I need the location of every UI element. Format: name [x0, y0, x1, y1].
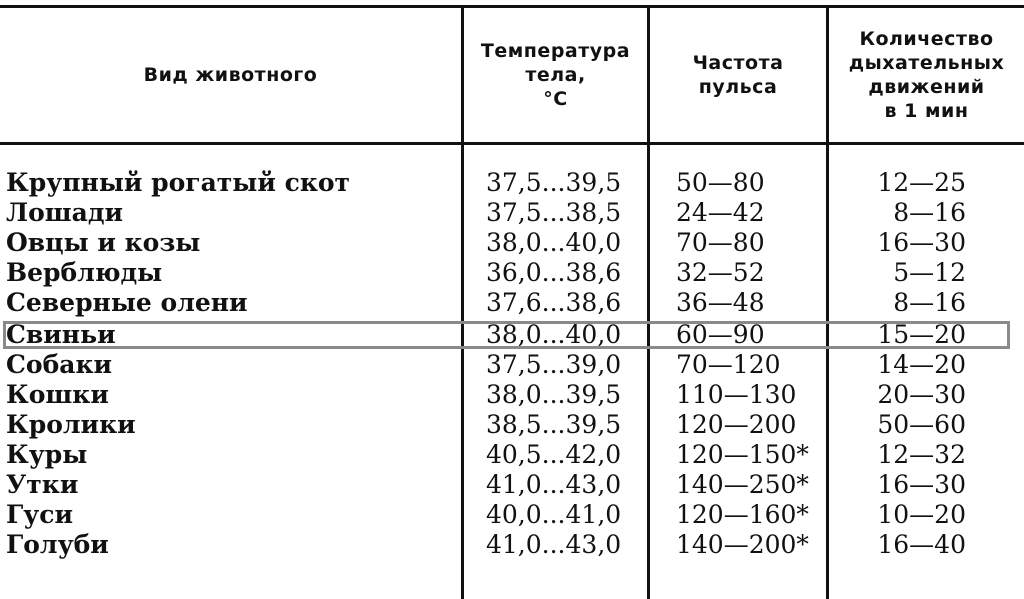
animal-name: Лошади	[6, 198, 124, 227]
pulse-value: 120—150*	[676, 440, 809, 469]
table-row	[0, 350, 1024, 380]
breathing-value: 12—32	[877, 440, 966, 469]
pulse-value: 70—120	[676, 350, 781, 379]
table-row	[0, 168, 1024, 198]
pulse-value: 140—200*	[676, 530, 809, 559]
breathing-value: 16—40	[877, 530, 966, 559]
table-row	[0, 530, 1024, 560]
header-pulse-line-2: пульса	[698, 76, 778, 98]
header-breathing-line-4: в 1 мин	[884, 100, 969, 122]
table-row	[0, 500, 1024, 530]
pulse-value: 60—90	[676, 320, 765, 349]
animal-name: Овцы и козы	[6, 228, 201, 257]
temperature-value: 38,0...40,0	[486, 228, 622, 257]
temperature-value: 40,0...41,0	[486, 500, 622, 529]
pulse-value: 50—80	[676, 168, 765, 197]
animal-name: Кролики	[6, 410, 136, 439]
header-animal-type-text: Вид животного	[143, 64, 318, 86]
header-pulse-line-1: Частота	[692, 52, 784, 74]
breathing-value: 20—30	[877, 380, 966, 409]
header-temperature	[464, 8, 647, 142]
animal-name: Утки	[6, 470, 79, 499]
table-row	[0, 228, 1024, 258]
temperature-value: 40,5...42,0	[486, 440, 622, 469]
header-temperature-line-2: тела,	[525, 64, 586, 86]
temperature-value: 37,5...38,5	[486, 198, 622, 227]
temperature-value: 36,0...38,6	[486, 258, 622, 287]
header-temperature-line-1: Температура	[480, 40, 631, 62]
temperature-value: 41,0...43,0	[486, 530, 622, 559]
breathing-value: 50—60	[877, 410, 966, 439]
temperature-value: 37,5...39,0	[486, 350, 622, 379]
pulse-value: 140—250*	[676, 470, 809, 499]
pulse-value: 24—42	[676, 198, 765, 227]
temperature-value: 38,0...40,0	[486, 320, 622, 349]
table-row	[0, 380, 1024, 410]
animal-name: Свиньи	[6, 320, 116, 349]
table-row	[0, 440, 1024, 470]
animal-name: Куры	[6, 440, 88, 469]
breathing-value: 10—20	[877, 500, 966, 529]
temperature-value: 37,5...39,5	[486, 168, 622, 197]
pulse-value: 110—130	[676, 380, 797, 409]
animal-name: Голуби	[6, 530, 109, 559]
temperature-value: 41,0...43,0	[486, 470, 622, 499]
header-breathing	[829, 8, 1024, 142]
header-breathing-line-3: движений	[868, 76, 985, 98]
table-row	[0, 288, 1024, 318]
pulse-value: 36—48	[676, 288, 765, 317]
header-bottom-rule	[0, 142, 1024, 145]
header-temperature-line-3: °С	[543, 88, 568, 110]
breathing-value: 14—20	[877, 350, 966, 379]
pulse-value: 70—80	[676, 228, 765, 257]
header-breathing-line-1: Количество	[859, 28, 994, 50]
animal-name: Собаки	[6, 350, 113, 379]
table-row	[0, 470, 1024, 500]
temperature-value: 37,6...38,6	[486, 288, 622, 317]
pulse-value: 120—160*	[676, 500, 809, 529]
animal-name: Кошки	[6, 380, 109, 409]
breathing-value: 15—20	[877, 320, 966, 349]
header-breathing-line-2: дыхательных	[848, 52, 1005, 74]
header-pulse	[650, 8, 826, 142]
breathing-value: 16—30	[877, 228, 966, 257]
breathing-value: 16—30	[877, 470, 966, 499]
animal-name: Гуси	[6, 500, 74, 529]
breathing-value: 8—16	[893, 288, 966, 317]
table-row	[0, 258, 1024, 288]
temperature-value: 38,5...39,5	[486, 410, 622, 439]
animal-name: Крупный рогатый скот	[6, 168, 351, 197]
breathing-value: 5—12	[893, 258, 966, 287]
row-highlight-box	[3, 321, 1010, 349]
table-row	[0, 410, 1024, 440]
breathing-value: 8—16	[893, 198, 966, 227]
temperature-value: 38,0...39,5	[486, 380, 622, 409]
pulse-value: 32—52	[676, 258, 765, 287]
animal-name: Верблюды	[6, 258, 163, 287]
header-animal-type	[0, 8, 461, 142]
animal-name: Северные олени	[6, 288, 248, 317]
breathing-value: 12—25	[877, 168, 966, 197]
pulse-value: 120—200	[676, 410, 797, 439]
table-row	[0, 198, 1024, 228]
